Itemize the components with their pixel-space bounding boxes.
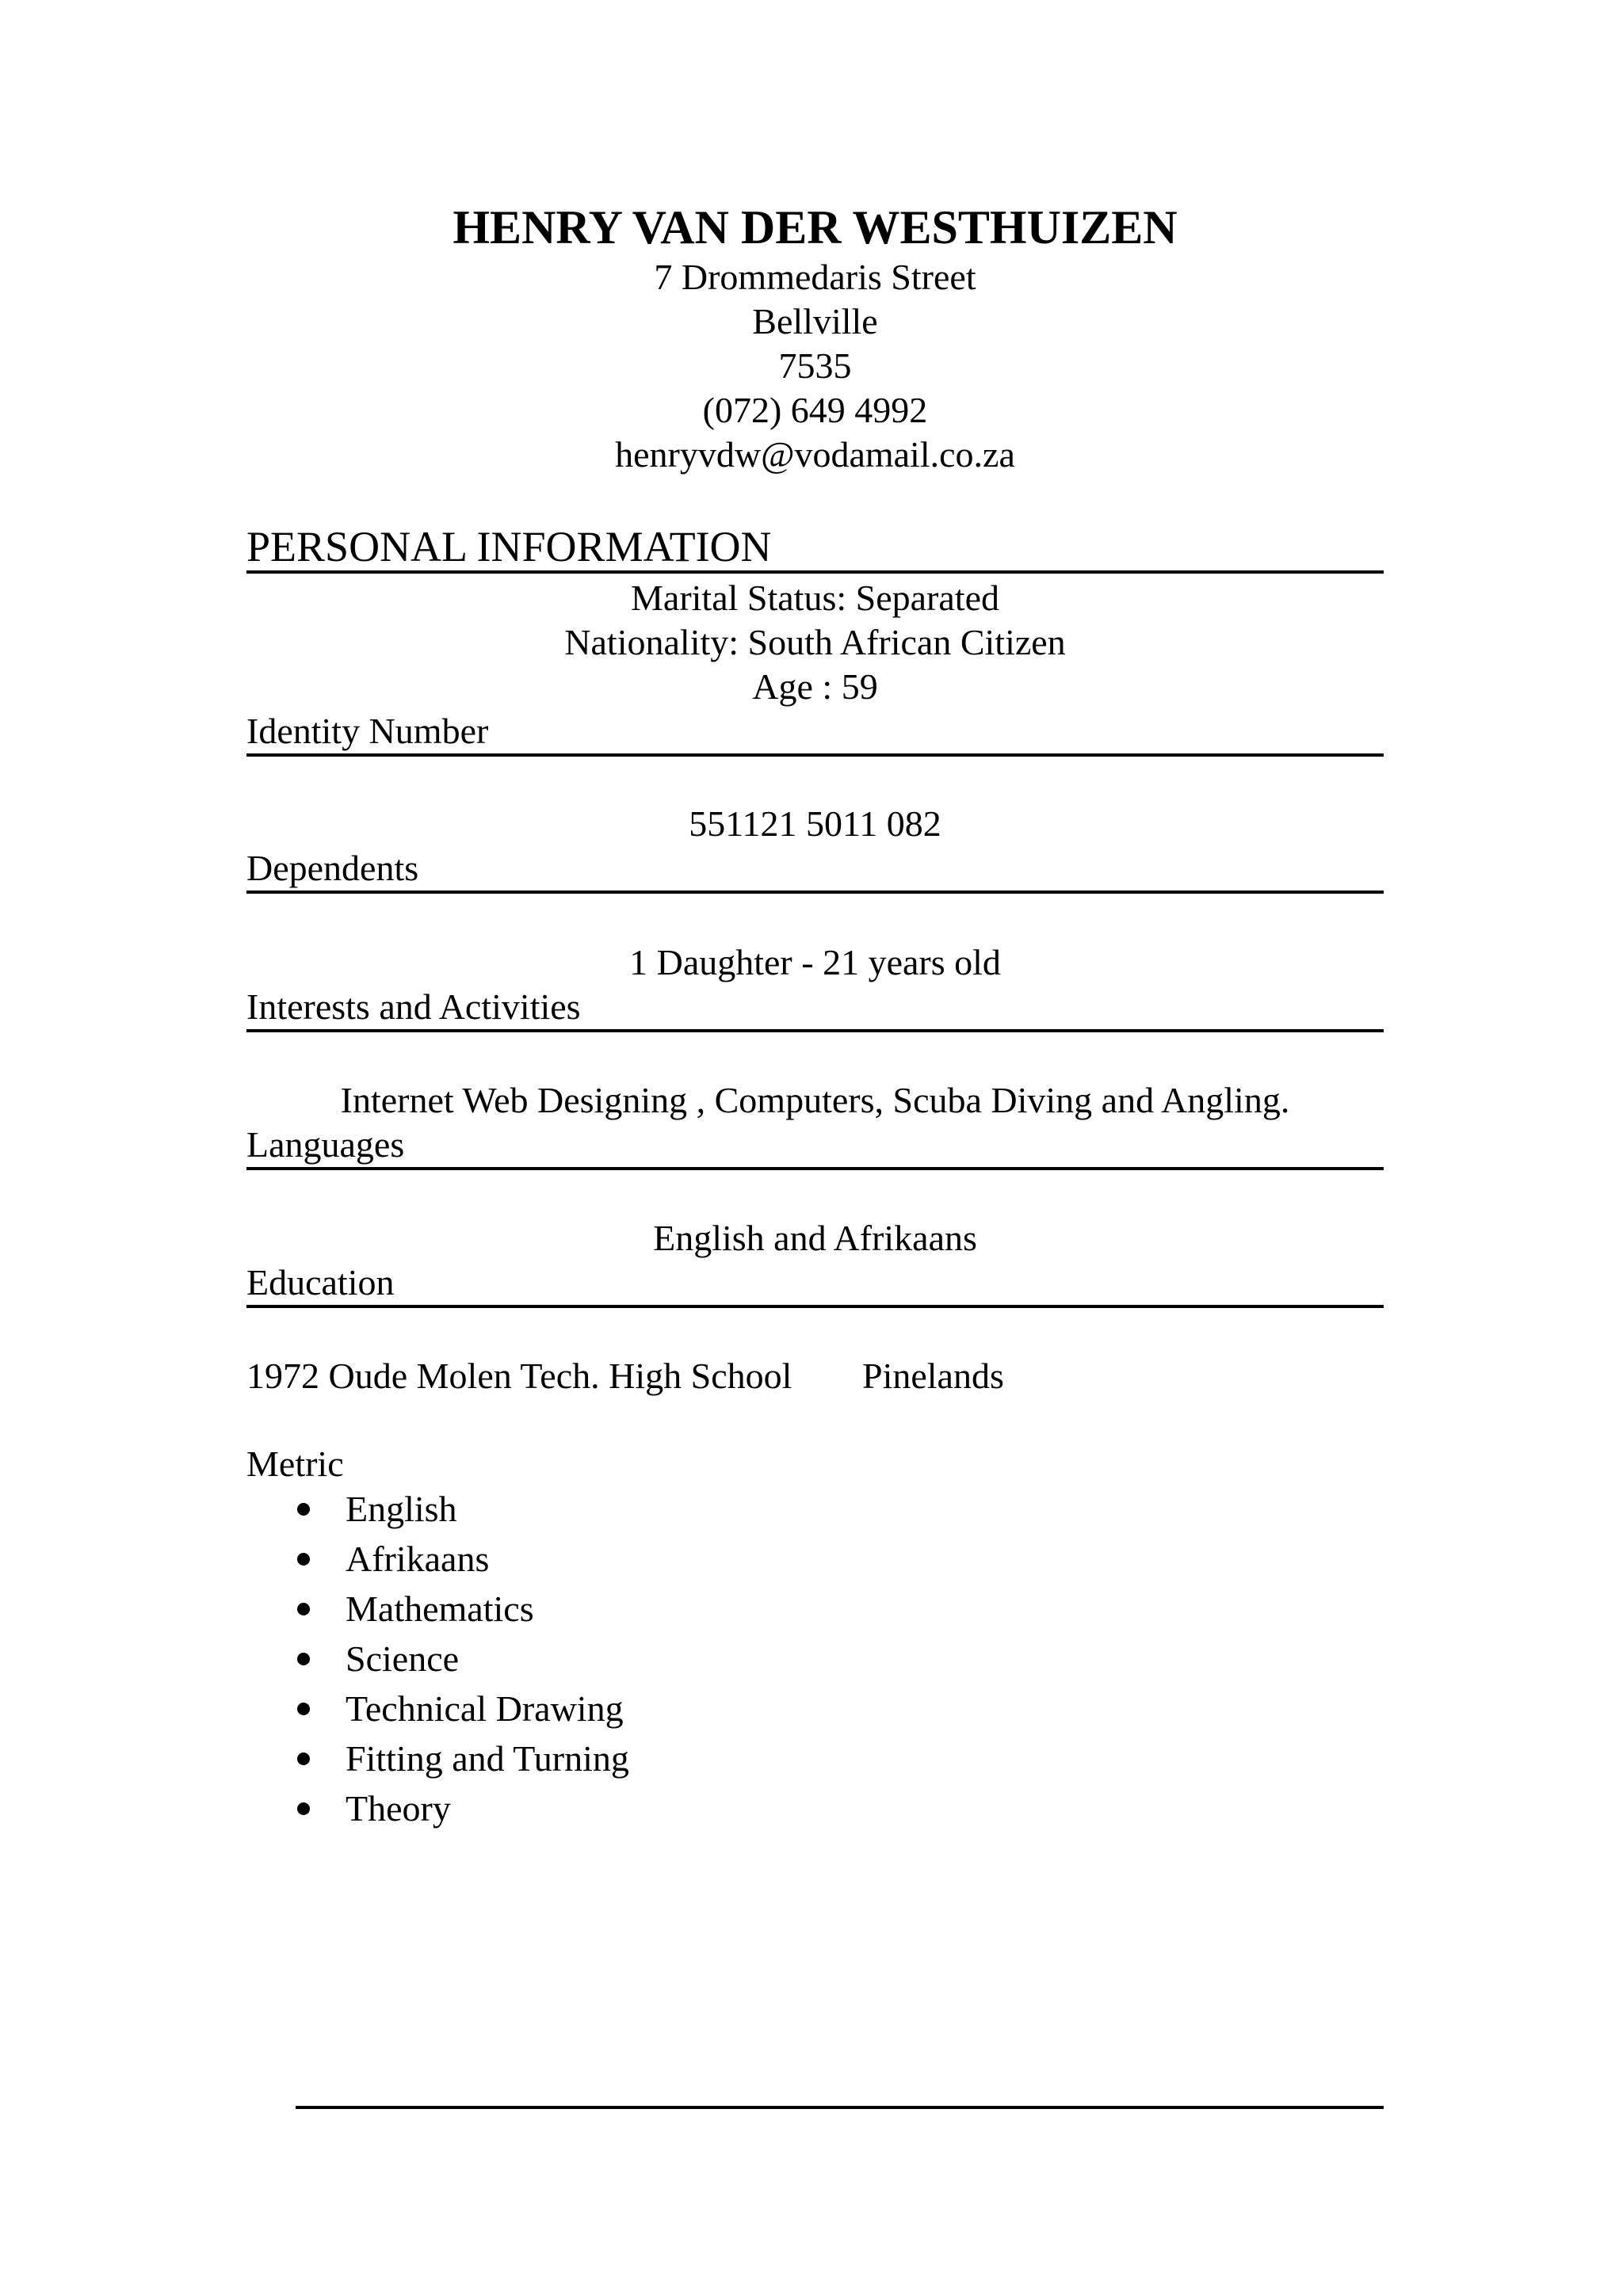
subject-name: Mathematics xyxy=(346,1589,534,1629)
section-rule xyxy=(246,753,1384,757)
subject-list xyxy=(295,1484,629,1833)
subject-name: Theory xyxy=(346,1788,451,1829)
phone-number: (072) 649 4992 xyxy=(702,390,928,430)
languages-value: English and Afrikaans xyxy=(653,1218,977,1258)
section-rule xyxy=(246,1305,1384,1308)
list-item xyxy=(295,1733,629,1783)
nationality: Nationality: South African Citizen xyxy=(564,622,1066,662)
email-address: henryvdw@vodamail.co.za xyxy=(615,434,1015,475)
subject-name: Science xyxy=(346,1638,460,1679)
address-line-2: Bellville xyxy=(752,301,878,341)
interests-heading: Interests and Activities xyxy=(246,986,581,1027)
interests-value: Internet Web Designing , Computers, Scuba Diving and Angling. xyxy=(340,1080,1290,1120)
personal-information-heading: PERSONAL INFORMATION xyxy=(246,523,772,570)
list-item xyxy=(295,1484,629,1534)
section-rule xyxy=(246,1167,1384,1170)
bullet-icon xyxy=(297,1653,310,1665)
list-item xyxy=(295,1684,629,1733)
metric-label: Metric xyxy=(246,1444,344,1484)
education-heading: Education xyxy=(246,1262,395,1302)
bullet-icon xyxy=(297,1703,310,1715)
section-rule xyxy=(246,570,1384,574)
postal-code: 7535 xyxy=(778,345,852,386)
section-rule xyxy=(246,1029,1384,1032)
address-line-1: 7 Drommedaris Street xyxy=(654,257,976,297)
identity-number-heading: Identity Number xyxy=(246,711,489,751)
age: Age : 59 xyxy=(752,666,878,707)
list-item xyxy=(295,1534,629,1584)
subject-name: Technical Drawing xyxy=(346,1688,624,1729)
dependents-value: 1 Daughter - 21 years old xyxy=(629,942,1001,982)
bullet-icon xyxy=(297,1753,310,1765)
dependents-heading: Dependents xyxy=(246,848,419,888)
section-rule xyxy=(246,891,1384,894)
applicant-name: HENRY VAN DER WESTHUIZEN xyxy=(453,201,1178,254)
subject-name: Afrikaans xyxy=(346,1539,490,1579)
bullet-icon xyxy=(297,1802,310,1815)
bullet-icon xyxy=(297,1503,310,1516)
subject-name: Fitting and Turning xyxy=(346,1738,629,1779)
list-item xyxy=(295,1584,629,1634)
school-name: 1972 Oude Molen Tech. High School xyxy=(246,1356,792,1396)
subject-name: English xyxy=(346,1489,457,1529)
marital-status: Marital Status: Separated xyxy=(631,578,999,618)
bullet-icon xyxy=(297,1553,310,1566)
list-item xyxy=(295,1783,629,1833)
school-location: Pinelands xyxy=(862,1356,1004,1396)
bullet-icon xyxy=(297,1603,310,1615)
list-item xyxy=(295,1634,629,1684)
footer-rule xyxy=(296,2106,1384,2109)
languages-heading: Languages xyxy=(246,1124,405,1165)
identity-number-value: 551121 5011 082 xyxy=(689,803,941,844)
